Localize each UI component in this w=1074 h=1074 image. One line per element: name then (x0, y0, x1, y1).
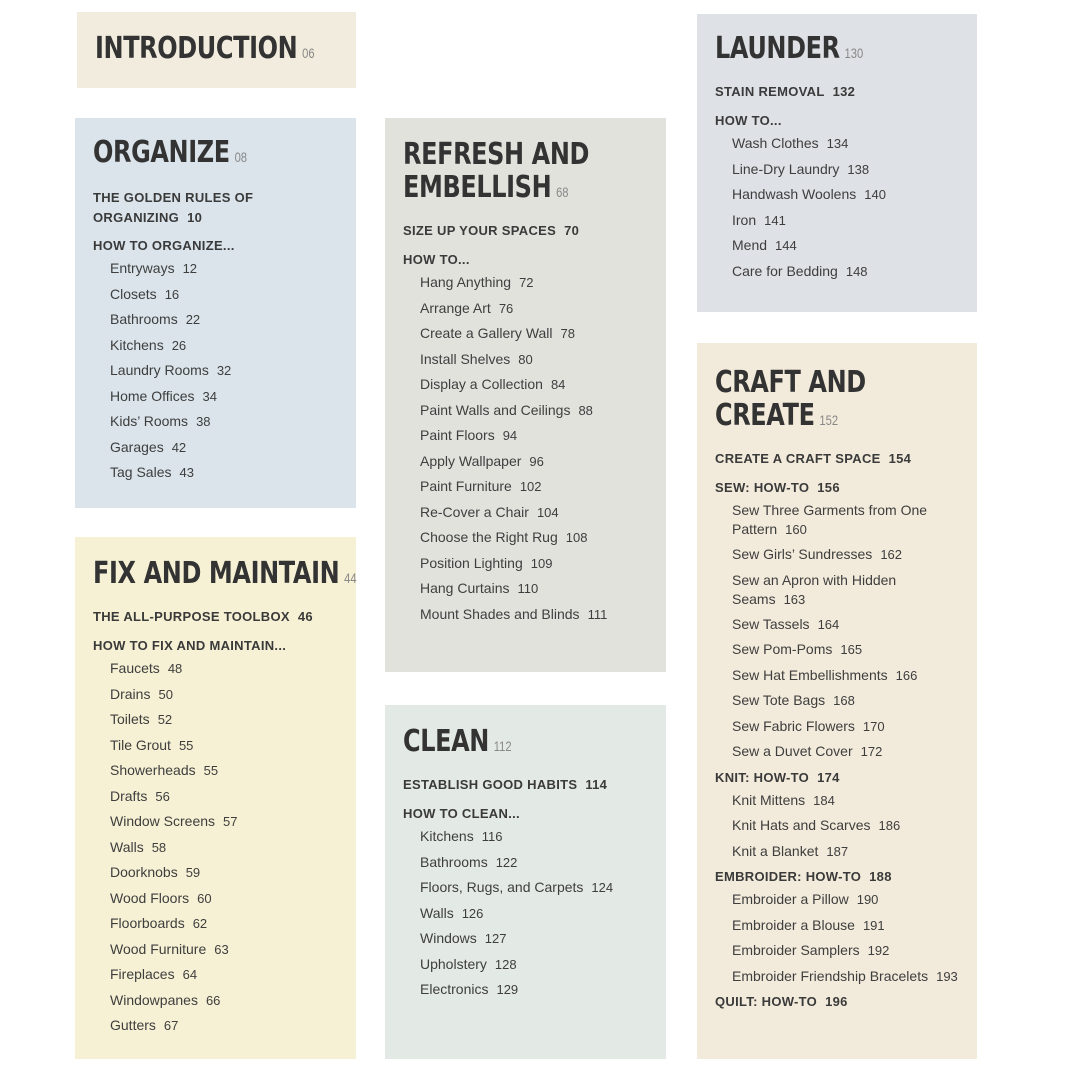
entry-page-number: 42 (171, 439, 187, 455)
toc-entry[interactable] (403, 824, 648, 850)
how-to-organize-heading: HOW TO ORGANIZE... (93, 238, 235, 253)
toc-entry[interactable] (93, 333, 338, 359)
toc-entry[interactable] (715, 233, 959, 259)
entry-page-number: 76 (498, 300, 514, 316)
entry-page-number: 102 (519, 479, 542, 494)
entry-label: Window Screens (110, 813, 216, 829)
knit-list (715, 788, 959, 865)
section-title[interactable] (403, 725, 599, 763)
toc-entry[interactable] (715, 208, 959, 234)
entry-label: Kitchens (420, 828, 474, 844)
toc-entry[interactable] (93, 435, 338, 461)
entry-page-number: 191 (862, 917, 885, 933)
entry-page-number: 38 (196, 414, 211, 429)
entry-label: Paint Floors (420, 427, 495, 443)
entry-page-number: 55 (203, 763, 219, 778)
entry-label: Knit a Blanket (732, 842, 819, 859)
toc-entry[interactable] (403, 270, 648, 296)
entry-page-number: 184 (813, 792, 835, 808)
entry-page-number: 109 (530, 555, 553, 571)
entry-page-number: 16 (164, 286, 180, 302)
entry-page-number: 67 (163, 1018, 179, 1033)
entry-page-number: 128 (494, 956, 517, 972)
refresh-title-line1: REFRESH AND (403, 137, 590, 172)
entry-page-number: 124 (591, 880, 614, 895)
entry-label: Entryways (110, 260, 175, 276)
page-number: 06 (302, 45, 315, 61)
entry-label: Sew Fabric Flowers (732, 717, 855, 734)
entry-label: Gutters (110, 1017, 156, 1033)
entry-page-number: 127 (484, 931, 507, 946)
entry-page-number: 80 (518, 351, 533, 367)
fix-list (93, 656, 338, 1039)
toc-entry[interactable] (403, 398, 648, 424)
toc-entry[interactable] (93, 682, 338, 708)
entry-page-number: 122 (495, 854, 518, 870)
entry-label: Create a Gallery Wall (420, 325, 553, 341)
toc-entry[interactable] (403, 850, 648, 876)
toc-entry[interactable] (715, 157, 959, 183)
toc-entry[interactable] (403, 423, 648, 449)
toc-entry[interactable] (403, 602, 648, 628)
toc-entry[interactable] (403, 449, 648, 475)
toc-entry[interactable] (93, 707, 338, 733)
entry-label: Mend (732, 237, 768, 253)
entry-label: Drafts (110, 787, 148, 804)
entry-label: Kids’ Rooms (110, 413, 189, 429)
toc-entry[interactable] (93, 835, 338, 861)
entry-label: Floors, Rugs, and Carpets (420, 879, 584, 895)
toc-entry[interactable] (715, 498, 959, 542)
toc-entry[interactable] (93, 1013, 338, 1039)
entry-label: Faucets (110, 660, 160, 676)
section-title[interactable] (93, 136, 289, 174)
entry-label: Sew Tote Bags (732, 692, 826, 708)
how-to-clean-heading: HOW TO CLEAN... (403, 806, 520, 821)
entry-page-number: 94 (502, 428, 518, 443)
toc-entry[interactable] (403, 926, 648, 952)
entry-label: Bathrooms (420, 853, 488, 870)
entry-page-number: 55 (178, 737, 194, 753)
organize-panel (75, 118, 356, 508)
entry-page-number: 57 (223, 814, 238, 829)
entry-label: Wood Floors (110, 889, 190, 906)
entry-page-number: 63 (214, 941, 229, 957)
entry-page-number: 193 (936, 968, 958, 984)
toc-entry[interactable] (93, 256, 338, 282)
entry-label: Windows (420, 930, 477, 946)
entry-label: Fireplaces (110, 966, 175, 982)
toc-entry[interactable] (403, 474, 648, 500)
toc-entry[interactable] (715, 788, 959, 814)
clean-panel (385, 705, 666, 1059)
entry-label: Sew Hat Embellishments (732, 666, 888, 683)
entry-label: Laundry Rooms (110, 362, 209, 378)
toc-entry[interactable] (93, 409, 338, 435)
toc-entry[interactable] (403, 952, 648, 978)
entry-page-number: 84 (550, 377, 566, 392)
entry-page-number: 172 (860, 744, 883, 759)
toc-entry[interactable] (93, 988, 338, 1014)
toc-entry[interactable] (715, 714, 959, 740)
entry-page-number: 26 (171, 337, 187, 353)
page-number: 08 (234, 149, 248, 165)
entry-label: Kitchens (110, 336, 164, 353)
introduction-panel (77, 12, 356, 88)
entry-page-number: 140 (864, 187, 886, 202)
knit-heading[interactable]: KNIT: HOW-TO 174 (715, 769, 840, 785)
entry-page-number: 170 (862, 718, 885, 734)
entry-label: Showerheads (110, 762, 196, 778)
entry-label: Hang Anything (420, 274, 512, 290)
quilt-heading[interactable]: QUILT: HOW-TO 196 (715, 994, 848, 1009)
fix-title: FIX AND MAINTAIN (93, 556, 340, 591)
entry-page-number: 78 (560, 326, 575, 341)
entry-label: Arrange Art (420, 299, 491, 316)
entry-page-number: 104 (536, 504, 559, 520)
toc-entry[interactable] (715, 182, 959, 208)
toc-entry[interactable] (403, 321, 648, 347)
sew-list (715, 498, 959, 765)
entry-page-number: 168 (833, 693, 855, 708)
clean-list (403, 824, 648, 1003)
entry-label: Embroider Friendship Bracelets (732, 967, 929, 984)
section-title[interactable] (715, 32, 910, 70)
entry-label: Sew Tassels (732, 615, 810, 632)
entry-label: Apply Wallpaper (420, 452, 522, 469)
entry-page-number: 190 (856, 892, 879, 907)
entry-page-number: 58 (151, 839, 167, 855)
toc-entry[interactable] (403, 296, 648, 322)
entry-page-number: 59 (185, 865, 201, 880)
golden-rules-heading[interactable]: THE GOLDEN RULES OF ORGANIZING 10 (93, 190, 254, 225)
entry-page-number: 60 (197, 890, 212, 906)
entry-page-number: 129 (496, 982, 519, 997)
entry-label: Knit Hats and Scarves (732, 817, 871, 833)
entry-page-number: 88 (578, 402, 593, 418)
how-to-heading: HOW TO... (403, 252, 470, 267)
entry-label: Walls (420, 904, 454, 921)
craft-space-heading[interactable]: CREATE A CRAFT SPACE 154 (715, 451, 912, 466)
embroider-list (715, 887, 959, 989)
entry-page-number: 162 (880, 547, 903, 562)
entry-page-number: 116 (481, 829, 503, 844)
entry-page-number: 134 (826, 136, 849, 151)
entry-page-number: 126 (461, 905, 484, 921)
introduction-title: INTRODUCTION (95, 31, 298, 66)
refresh-title-line2: EMBELLISH (403, 170, 552, 205)
entry-label: Wash Clothes (732, 135, 819, 151)
toc-entry[interactable] (403, 576, 648, 602)
entry-page-number: 166 (895, 667, 918, 683)
toolbox-heading[interactable]: THE ALL-PURPOSE TOOLBOX 46 (93, 609, 313, 624)
toc-entry[interactable] (93, 758, 338, 784)
toc-entry[interactable] (715, 839, 959, 865)
entry-page-number: 111 (587, 606, 608, 622)
refresh-panel (385, 118, 666, 672)
entry-label: Display a Collection (420, 376, 543, 392)
craft-title-line2: CREATE (715, 398, 815, 433)
entry-label: Windowpanes (110, 991, 198, 1008)
entry-label: Garages (110, 438, 164, 455)
entry-label: Embroider Samplers (732, 942, 860, 958)
entry-page-number: 43 (179, 465, 194, 480)
entry-page-number: 48 (167, 661, 183, 676)
toc-entry[interactable] (715, 131, 959, 157)
stain-removal-heading[interactable]: STAIN REMOVAL 132 (715, 84, 856, 99)
launder-list (715, 131, 959, 284)
entry-page-number: 186 (878, 818, 901, 833)
toc-entry[interactable] (93, 384, 338, 410)
toc-entry[interactable] (715, 964, 959, 990)
entry-label: Care for Bedding (732, 262, 838, 279)
entry-label: Closets (110, 285, 157, 302)
craft-panel (697, 343, 977, 1059)
entry-label: Tile Grout (110, 736, 171, 753)
entry-label: Sew Pom-Poms (732, 641, 833, 657)
entry-label: Sew Three Garments from One Pattern (732, 502, 928, 537)
toc-entry[interactable] (93, 860, 338, 886)
entry-label: Bathrooms (110, 311, 178, 327)
entry-page-number: 50 (158, 686, 173, 702)
entry-label: Choose the Right Rug (420, 529, 558, 545)
entry-label: Paint Furniture (420, 478, 512, 494)
entry-page-number: 22 (185, 312, 201, 327)
entry-page-number: 164 (817, 616, 840, 632)
entry-page-number: 96 (529, 453, 544, 469)
entry-page-number: 144 (775, 238, 797, 253)
entry-label: Install Shelves (420, 350, 511, 367)
toc-entry[interactable] (93, 282, 338, 308)
page-number: 44 (344, 570, 357, 586)
toc-entry[interactable] (715, 542, 959, 568)
entry-page-number: 66 (205, 992, 221, 1008)
launder-panel (697, 14, 977, 312)
entry-page-number: 192 (867, 943, 890, 958)
toc-entry[interactable] (93, 886, 338, 912)
launder-title: LAUNDER (715, 31, 840, 66)
entry-page-number: 12 (182, 261, 198, 276)
how-to-fix-heading: HOW TO FIX AND MAINTAIN... (93, 638, 287, 653)
entry-page-number: 110 (517, 581, 539, 596)
toc-entry[interactable] (715, 259, 959, 285)
page-number: 112 (493, 738, 512, 754)
page-number: 152 (819, 412, 839, 428)
toc-entry[interactable] (93, 784, 338, 810)
entry-label: Handwash Woolens (732, 186, 857, 202)
toc-entry[interactable] (93, 911, 338, 937)
entry-page-number: 160 (785, 522, 807, 537)
entry-label: Embroider a Pillow (732, 891, 849, 907)
entry-page-number: 72 (519, 275, 534, 290)
entry-label: Sew an Apron with Hidden Seams (732, 571, 897, 607)
entry-label: Position Lighting (420, 554, 523, 571)
organize-title: ORGANIZE (93, 135, 230, 170)
toc-entry[interactable] (93, 962, 338, 988)
entry-label: Wood Furniture (110, 940, 207, 957)
toc-entry[interactable] (403, 347, 648, 373)
toc-entry[interactable] (715, 913, 959, 939)
fix-and-maintain-panel (75, 537, 356, 1059)
clean-title: CLEAN (403, 724, 489, 759)
toc-entry[interactable] (403, 372, 648, 398)
toc-entry[interactable] (93, 460, 338, 486)
toc-entry[interactable] (93, 937, 338, 963)
toc-entry[interactable] (715, 612, 959, 638)
toc-entry[interactable] (403, 551, 648, 577)
good-habits-heading[interactable]: ESTABLISH GOOD HABITS 114 (403, 777, 608, 792)
entry-label: Electronics (420, 981, 489, 997)
section-title[interactable] (95, 31, 315, 70)
toc-entry[interactable] (403, 525, 648, 551)
entry-page-number: 52 (157, 712, 173, 727)
toc-entry[interactable] (715, 887, 959, 913)
toc-entry[interactable] (715, 938, 959, 964)
entry-page-number: 64 (182, 967, 198, 982)
toc-entry[interactable] (715, 813, 959, 839)
toc-entry[interactable] (403, 901, 648, 927)
refresh-list (403, 270, 648, 627)
entry-label: Mount Shades and Blinds (420, 605, 580, 622)
entry-page-number: 108 (565, 530, 588, 545)
toc-entry[interactable] (715, 688, 959, 714)
toc-entry[interactable] (715, 568, 959, 612)
entry-page-number: 62 (192, 916, 208, 931)
toc-entry[interactable] (403, 875, 648, 901)
entry-label: Upholstery (420, 955, 487, 972)
entry-label: Knit Mittens (732, 791, 806, 808)
how-to-heading: HOW TO... (715, 113, 782, 128)
entry-page-number: 141 (764, 212, 786, 228)
entry-label: Home Offices (110, 387, 195, 404)
entry-label: Iron (732, 211, 757, 228)
craft-title-line1: CRAFT AND (715, 365, 866, 400)
toc-entry[interactable] (93, 358, 338, 384)
entry-label: Doorknobs (110, 864, 178, 880)
section-title[interactable] (715, 366, 910, 437)
entry-label: Tag Sales (110, 464, 172, 480)
sew-heading[interactable]: SEW: HOW-TO 156 (715, 480, 840, 495)
entry-label: Drains (110, 685, 151, 702)
entry-page-number: 34 (202, 388, 218, 404)
toc-entry[interactable] (403, 977, 648, 1003)
section-title[interactable] (93, 556, 357, 595)
toc-entry[interactable] (93, 733, 338, 759)
size-up-heading[interactable]: SIZE UP YOUR SPACES 70 (403, 223, 580, 238)
toc-entry[interactable] (93, 809, 338, 835)
entry-label: Sew a Duvet Cover (732, 743, 853, 759)
embroider-heading[interactable]: EMBROIDER: HOW-TO 188 (715, 869, 892, 884)
toc-entry[interactable] (93, 307, 338, 333)
entry-page-number: 163 (783, 591, 806, 607)
entry-label: Paint Walls and Ceilings (420, 401, 571, 418)
entry-page-number: 138 (847, 161, 870, 177)
toc-entry[interactable] (715, 663, 959, 689)
entry-label: Walls (110, 838, 144, 855)
entry-page-number: 32 (216, 363, 232, 378)
entry-label: Embroider a Blouse (732, 916, 855, 933)
entry-label: Sew Girls’ Sundresses (732, 546, 873, 562)
page-number: 130 (844, 45, 864, 61)
entry-label: Re-Cover a Chair (420, 503, 529, 520)
toc-entry[interactable] (93, 656, 338, 682)
entry-label: Floorboards (110, 915, 185, 931)
entry-label: Line-Dry Laundry (732, 160, 840, 177)
entry-label: Hang Curtains (420, 580, 510, 596)
toc-entry[interactable] (715, 739, 959, 765)
organize-list (93, 256, 338, 486)
toc-entry[interactable] (715, 637, 959, 663)
entry-page-number: 165 (840, 642, 863, 657)
section-title[interactable] (403, 138, 599, 209)
page-number: 68 (556, 184, 569, 200)
toc-entry[interactable] (403, 500, 648, 526)
entry-page-number: 56 (155, 788, 170, 804)
entry-label: Toilets (110, 711, 150, 727)
entry-page-number: 148 (845, 263, 868, 279)
entry-page-number: 187 (826, 843, 849, 859)
